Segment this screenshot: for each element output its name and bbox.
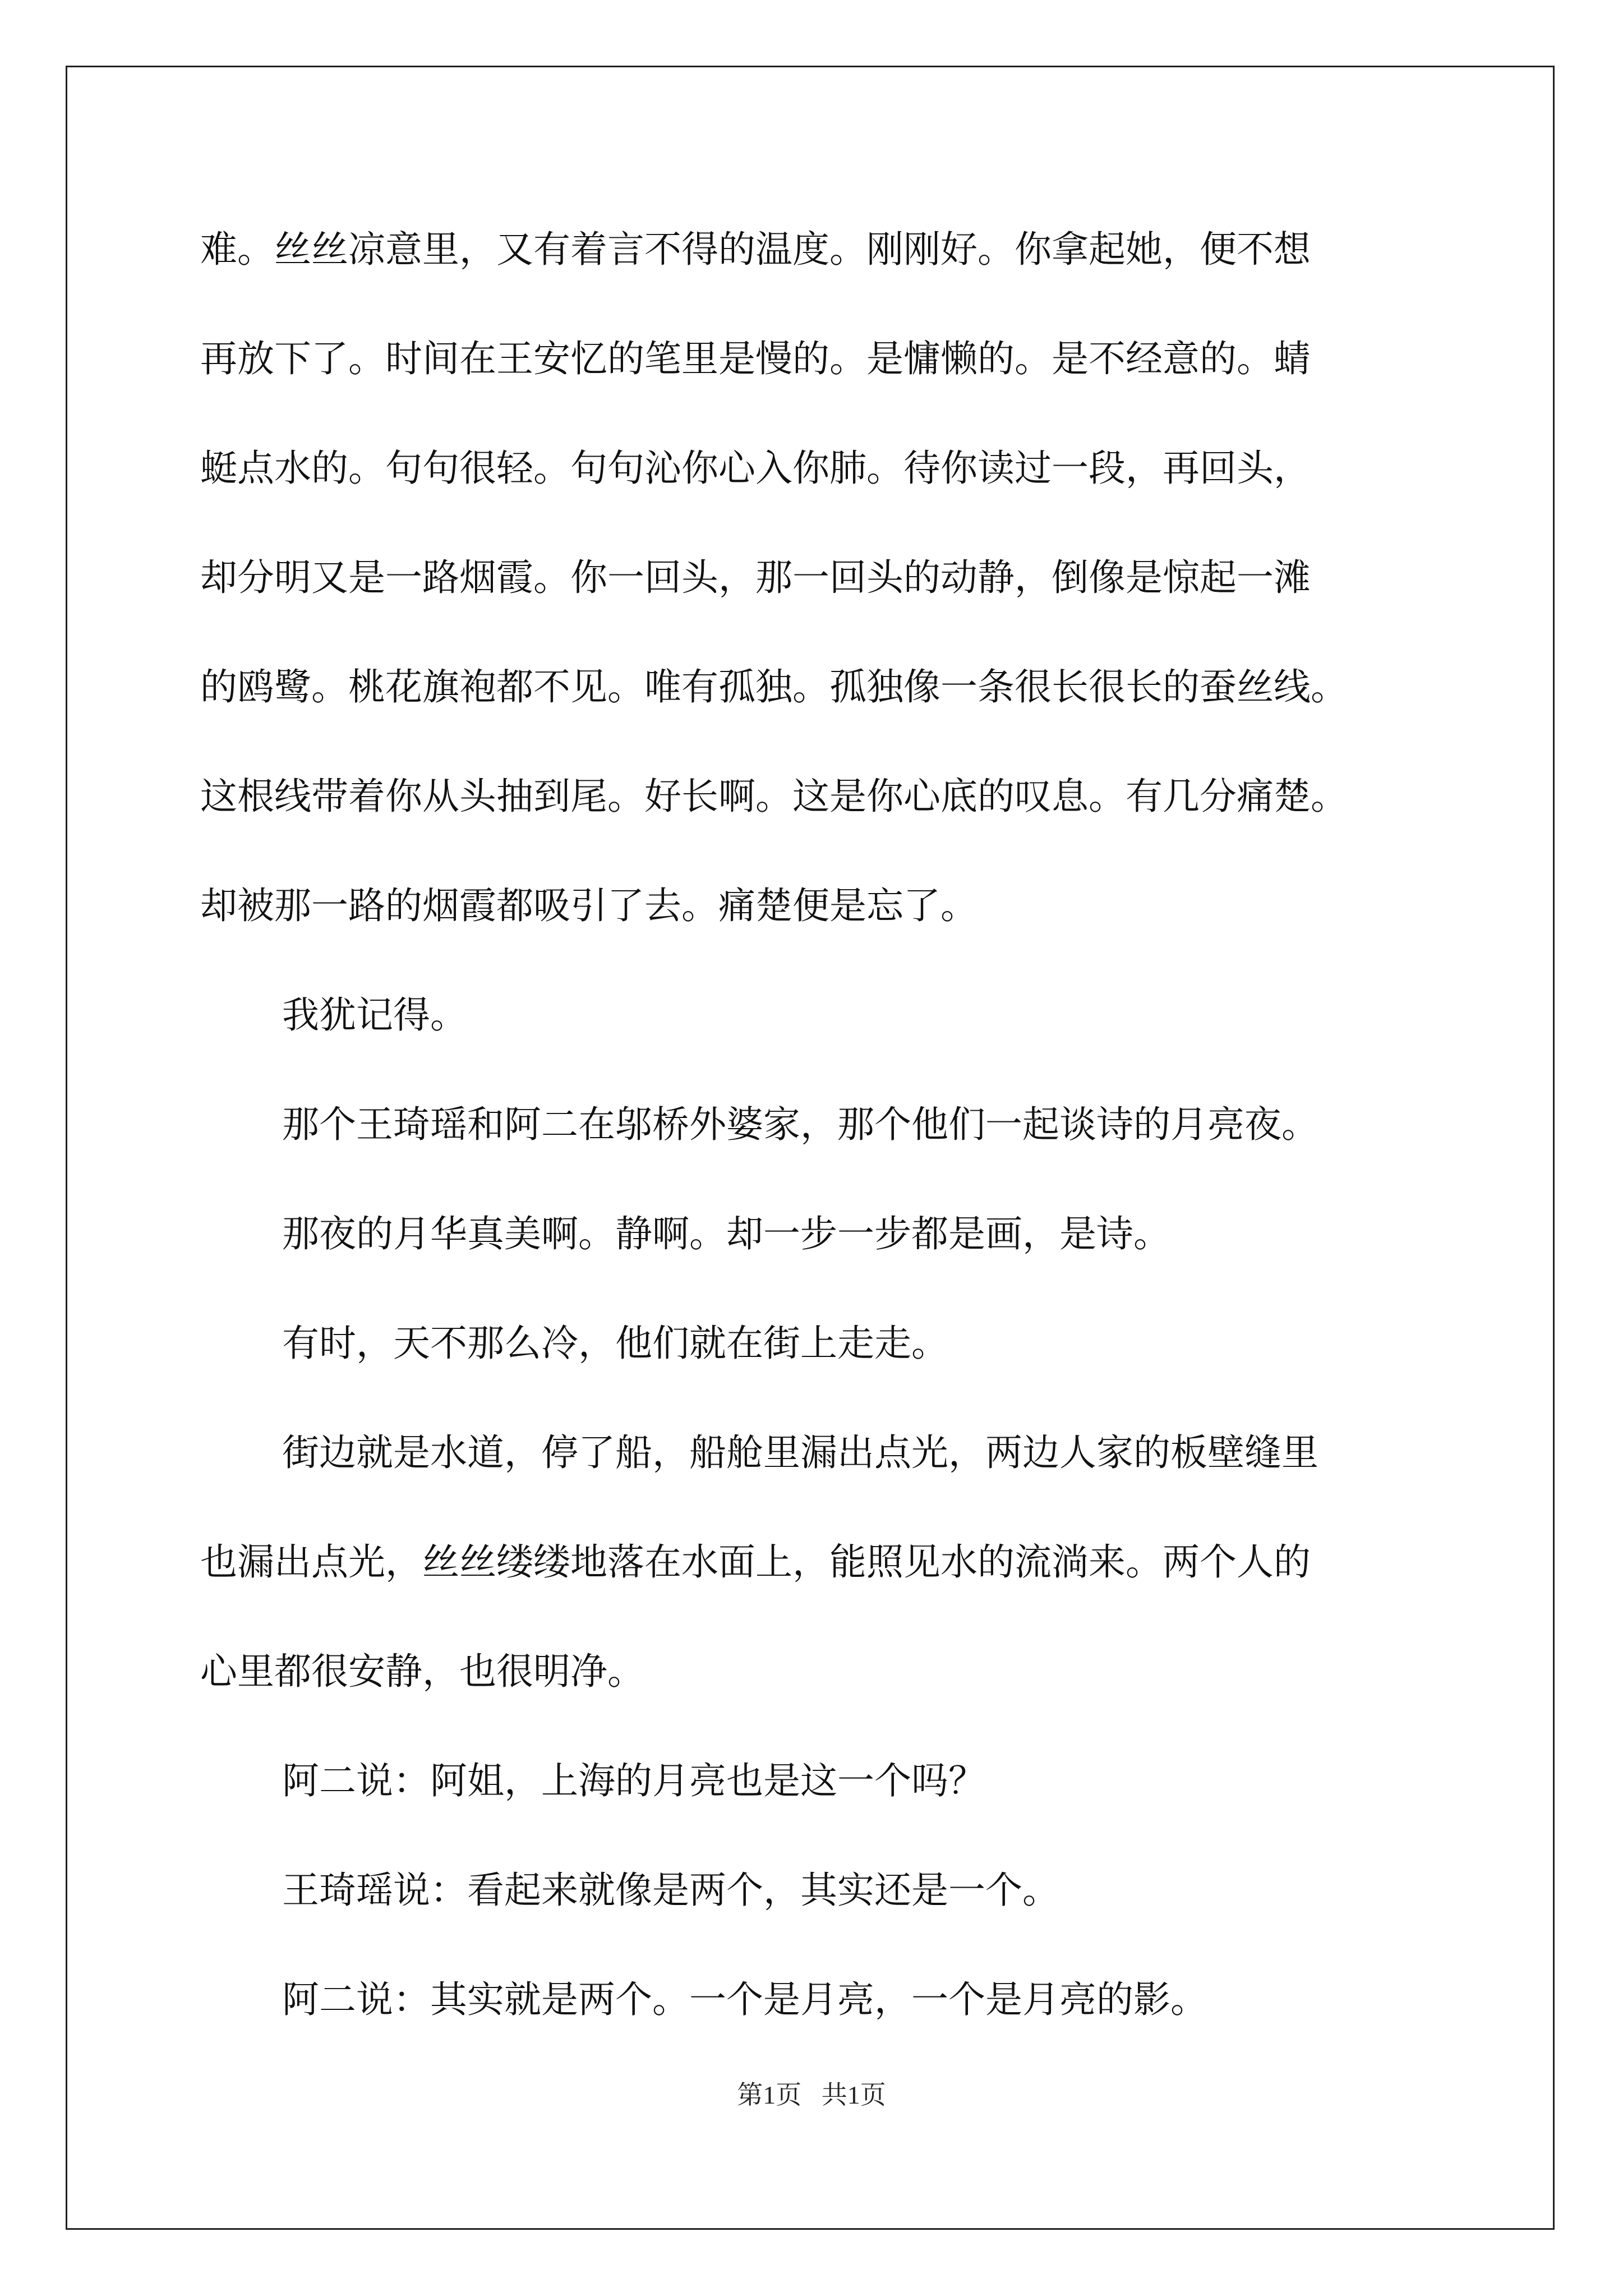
text-line: 也漏出点光，丝丝缕缕地落在水面上，能照见水的流淌来。两个人的 (200, 1540, 1311, 1584)
page-number: 第1页 (737, 2081, 802, 2109)
paragraph-line: 那夜的月华真美啊。静啊。却一步一步都是画，是诗。 (282, 1212, 1170, 1255)
dialogue-line: 阿二说：阿姐，上海的月亮也是这一个吗？ (282, 1759, 985, 1802)
dialogue-line: 阿二说：其实就是两个。一个是月亮，一个是月亮的影。 (282, 1978, 1207, 2021)
paragraph-line: 有时，天不那么冷，他们就在街上走走。 (282, 1322, 948, 1365)
paragraph-line: 街边就是水道，停了船，船舱里漏出点光，两边人家的板壁缝里 (282, 1431, 1318, 1474)
text-line: 难。丝丝凉意里，又有着言不得的温度。刚刚好。你拿起她，便不想 (200, 228, 1311, 271)
text-line: 再放下了。时间在王安忆的笔里是慢的。是慵懒的。是不经意的。蜻 (200, 337, 1311, 380)
text-line: 蜓点水的。句句很轻。句句沁你心入你肺。待你读过一段，再回头， (200, 447, 1311, 490)
text-line: 却被那一路的烟霞都吸引了去。痛楚便是忘了。 (200, 884, 978, 927)
page-total: 共1页 (821, 2081, 886, 2109)
text-line: 却分明又是一路烟霞。你一回头，那一回头的动静，倒像是惊起一滩 (200, 556, 1311, 599)
text-line: 的鸥鹭。桃花旗袍都不见。唯有孤独。孤独像一条很长很长的蚕丝线。 (200, 665, 1348, 708)
document-body (200, 208, 1462, 2067)
text-line: 这根线带着你从头抽到尾。好长啊。这是你心底的叹息。有几分痛楚。 (200, 775, 1348, 818)
paragraph-line: 我犹记得。 (282, 993, 467, 1037)
page-footer (0, 2078, 1623, 2112)
text-line: 心里都很安静，也很明净。 (200, 1650, 644, 1693)
paragraph-line: 那个王琦瑶和阿二在邬桥外婆家，那个他们一起谈诗的月亮夜。 (282, 1103, 1318, 1146)
dialogue-line: 王琦瑶说：看起来就像是两个，其实还是一个。 (282, 1869, 1059, 1912)
